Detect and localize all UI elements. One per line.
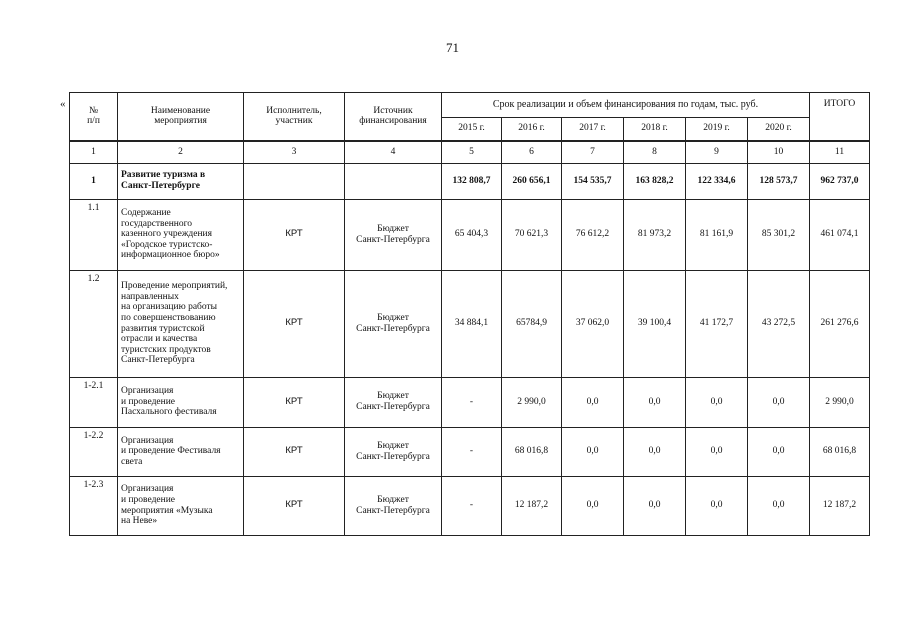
row-num: 1-2.2	[70, 427, 118, 476]
header-year-2019: 2019 г.	[686, 118, 748, 141]
table-row	[70, 476, 870, 535]
row-value-2019: 41 172,7	[686, 270, 748, 377]
header-source	[345, 93, 442, 141]
row-value-2019: 0,0	[686, 427, 748, 476]
row-value-2016: 12 187,2	[502, 476, 562, 535]
column-number-row	[70, 141, 870, 164]
column-number: 5	[442, 141, 502, 164]
row-num: 1-2.1	[70, 377, 118, 427]
row-executor: КРТ	[244, 427, 345, 476]
row-num: 1.1	[70, 199, 118, 270]
header-period-group: Срок реализации и объем финансирования по годам, тыс. руб.	[442, 93, 810, 118]
row-value-2020: 85 301,2	[748, 199, 810, 270]
column-number: 9	[686, 141, 748, 164]
header-name	[118, 93, 244, 141]
row-name-text: Организация и проведение Пасхального фестиваля	[121, 386, 217, 418]
table-row	[70, 199, 870, 270]
row-value-2016: 70 621,3	[502, 199, 562, 270]
row-name	[118, 270, 244, 377]
row-value-2017: 37 062,0	[562, 270, 624, 377]
header-num-text: № п/п	[87, 105, 100, 127]
header-year-2020: 2020 г.	[748, 118, 810, 141]
table-row	[70, 427, 870, 476]
column-number: 10	[748, 141, 810, 164]
row-source-text: Бюджет Санкт-Петербурга	[356, 494, 430, 516]
row-total: 461 074,1	[810, 199, 870, 270]
row-value-2020: 43 272,5	[748, 270, 810, 377]
row-source	[345, 199, 442, 270]
row-name	[118, 476, 244, 535]
column-number: 2	[118, 141, 244, 164]
row-value-2018: 0,0	[624, 377, 686, 427]
row-num: 1.2	[70, 270, 118, 377]
row-value-2015: 65 404,3	[442, 199, 502, 270]
row-name-text: Организация и проведение Фестиваля света	[121, 435, 221, 467]
row-value-2017: 0,0	[562, 476, 624, 535]
column-number: 7	[562, 141, 624, 164]
row-name-text: Проведение мероприятий, направленных на организацию работы по совершенствованию развития туристской отрасли и качества туристских продуктов Санкт-Петербурга	[121, 281, 228, 366]
column-number: 11	[810, 141, 870, 164]
row-value-2019: 81 161,9	[686, 199, 748, 270]
row-value-2015: -	[442, 476, 502, 535]
table-row	[70, 377, 870, 427]
row-value-2016: 65784,9	[502, 270, 562, 377]
row-name-text: Развитие туризма в Санкт-Петербурге	[121, 170, 206, 191]
row-value-2015: 132 808,7	[442, 163, 502, 199]
row-name	[118, 199, 244, 270]
row-value-2017: 0,0	[562, 427, 624, 476]
row-source-text: Бюджет Санкт-Петербурга	[356, 391, 430, 412]
row-num: 1-2.3	[70, 476, 118, 535]
header-num	[70, 93, 118, 141]
opening-quote-mark: «	[60, 98, 66, 110]
page-number: 71	[446, 40, 459, 55]
header-year-2015: 2015 г.	[442, 118, 502, 141]
row-executor: КРТ	[244, 377, 345, 427]
row-source	[345, 476, 442, 535]
row-value-2018: 0,0	[624, 427, 686, 476]
row-source-text: Бюджет Санкт-Петербурга	[356, 223, 430, 245]
table-row	[70, 163, 870, 199]
row-source	[345, 377, 442, 427]
row-value-2016: 260 656,1	[502, 163, 562, 199]
column-number: 3	[244, 141, 345, 164]
row-value-2020: 0,0	[748, 427, 810, 476]
row-executor	[244, 163, 345, 199]
row-num: 1	[70, 163, 118, 199]
row-executor: КРТ	[244, 199, 345, 270]
row-value-2020: 0,0	[748, 476, 810, 535]
table-row	[70, 270, 870, 377]
header-total: ИТОГО	[810, 93, 870, 141]
row-executor: КРТ	[244, 270, 345, 377]
row-name	[118, 427, 244, 476]
row-name-text: Содержание государственного казенного учреждения «Городское туристско- информационное бюро»	[121, 207, 220, 261]
row-value-2016: 68 016,8	[502, 427, 562, 476]
row-source-text: Бюджет Санкт-Петербурга	[356, 440, 430, 462]
row-value-2017: 76 612,2	[562, 199, 624, 270]
row-executor: КРТ	[244, 476, 345, 535]
row-name	[118, 377, 244, 427]
row-source	[345, 163, 442, 199]
row-value-2018: 81 973,2	[624, 199, 686, 270]
row-source-text: Бюджет Санкт-Петербурга	[356, 312, 430, 334]
header-year-2018: 2018 г.	[624, 118, 686, 141]
row-value-2019: 0,0	[686, 377, 748, 427]
header-year-2017: 2017 г.	[562, 118, 624, 141]
financing-table	[69, 92, 870, 536]
column-number: 1	[70, 141, 118, 164]
row-name-text: Организация и проведение мероприятия «Музыка на Неве»	[121, 484, 213, 527]
row-value-2018: 163 828,2	[624, 163, 686, 199]
row-source	[345, 270, 442, 377]
row-value-2020: 128 573,7	[748, 163, 810, 199]
header-executor	[244, 93, 345, 141]
row-value-2015: -	[442, 377, 502, 427]
row-value-2015: 34 884,1	[442, 270, 502, 377]
header-name-text: Наименование мероприятия	[150, 105, 211, 127]
row-value-2018: 39 100,4	[624, 270, 686, 377]
row-source	[345, 427, 442, 476]
row-name	[118, 163, 244, 199]
row-value-2017: 154 535,7	[562, 163, 624, 199]
header-year-2016: 2016 г.	[502, 118, 562, 141]
row-total: 261 276,6	[810, 270, 870, 377]
row-value-2018: 0,0	[624, 476, 686, 535]
header-executor-text: Исполнитель, участник	[266, 105, 322, 127]
row-value-2020: 0,0	[748, 377, 810, 427]
row-total: 2 990,0	[810, 377, 870, 427]
row-value-2019: 0,0	[686, 476, 748, 535]
row-total: 12 187,2	[810, 476, 870, 535]
column-number: 6	[502, 141, 562, 164]
column-number: 8	[624, 141, 686, 164]
column-number: 4	[345, 141, 442, 164]
row-value-2017: 0,0	[562, 377, 624, 427]
row-value-2016: 2 990,0	[502, 377, 562, 427]
row-value-2019: 122 334,6	[686, 163, 748, 199]
row-value-2015: -	[442, 427, 502, 476]
header-source-text: Источник финансирования	[359, 105, 427, 127]
row-total: 68 016,8	[810, 427, 870, 476]
row-total: 962 737,0	[810, 163, 870, 199]
